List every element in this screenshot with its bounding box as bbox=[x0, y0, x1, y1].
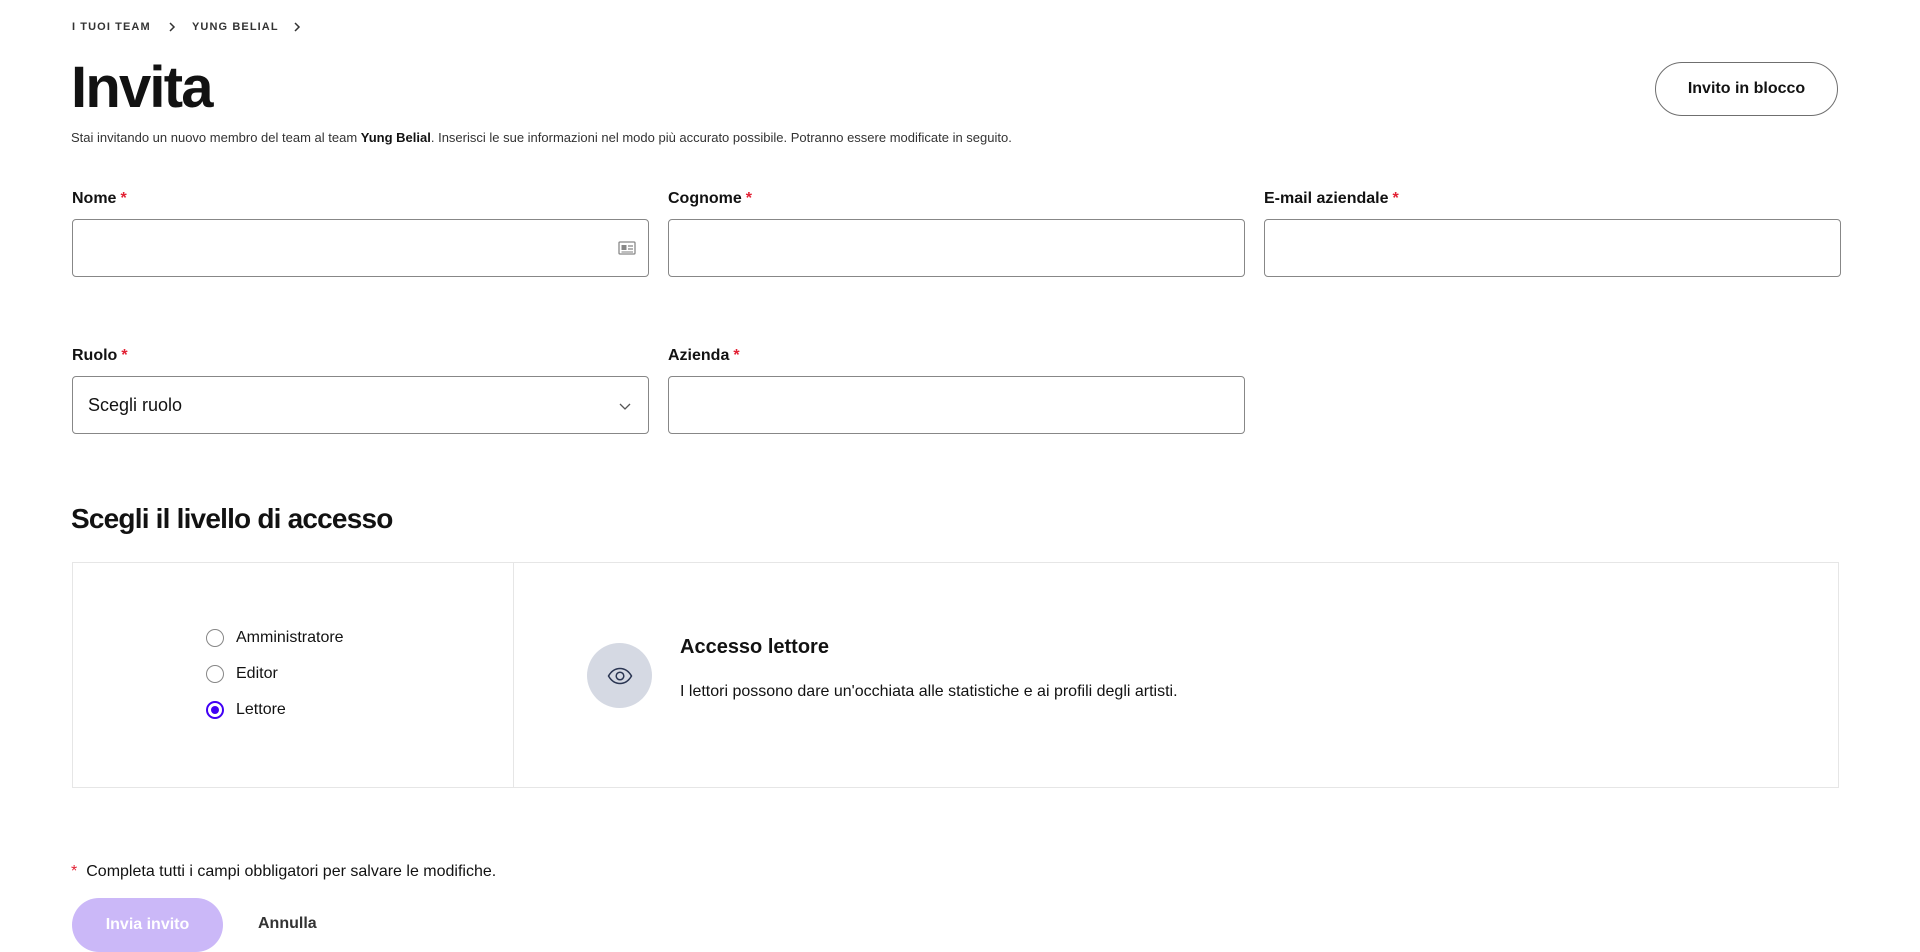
first-name-label bbox=[72, 189, 127, 209]
access-section-title: Scegli il livello di accesso bbox=[71, 503, 393, 534]
last-name-label bbox=[668, 189, 752, 209]
role-label bbox=[72, 346, 128, 366]
access-detail-description: I lettori possono dare un'occhiata alle statistiche e ai profili degli artisti. bbox=[680, 683, 1178, 700]
required-marker: * bbox=[745, 190, 753, 207]
cancel-button[interactable]: Annulla bbox=[258, 915, 317, 932]
required-marker: * bbox=[1392, 190, 1399, 207]
subtitle-text: Stai invitando un nuovo membro del team al team bbox=[71, 130, 361, 145]
breadcrumb-item-team[interactable]: YUNG BELIAL bbox=[192, 21, 279, 33]
reader-access-icon-badge bbox=[587, 643, 652, 708]
eye-icon bbox=[607, 667, 633, 685]
subtitle-team-name: Yung Belial bbox=[360, 130, 431, 145]
radio-button[interactable] bbox=[206, 665, 224, 683]
bulk-invite-button[interactable]: Invito in blocco bbox=[1655, 62, 1838, 116]
page-title: Invita bbox=[71, 55, 212, 120]
radio-label: Lettore bbox=[236, 701, 286, 718]
email-field[interactable] bbox=[1264, 219, 1841, 277]
radio-label: Editor bbox=[236, 665, 278, 682]
company-label-text: Azienda bbox=[668, 347, 730, 364]
radio-button-selected[interactable] bbox=[206, 701, 224, 719]
chevron-down-icon bbox=[618, 399, 632, 413]
email-label-text: E-mail aziendale bbox=[1264, 190, 1389, 207]
page-subtitle bbox=[71, 129, 1012, 147]
radio-option-editor[interactable] bbox=[206, 664, 278, 684]
panel-divider bbox=[513, 562, 514, 788]
send-invite-button[interactable]: Invia invito bbox=[72, 898, 223, 952]
contact-card-icon[interactable] bbox=[618, 240, 636, 256]
required-fields-note bbox=[71, 862, 496, 882]
required-marker: * bbox=[71, 863, 78, 880]
breadcrumb-item-teams[interactable]: I TUOI TEAM bbox=[72, 21, 151, 33]
first-name-label-text: Nome bbox=[72, 190, 117, 207]
radio-option-administrator[interactable] bbox=[206, 628, 344, 648]
required-marker: * bbox=[121, 347, 128, 364]
last-name-field[interactable] bbox=[668, 219, 1245, 277]
radio-option-reader[interactable] bbox=[206, 700, 286, 720]
company-field[interactable] bbox=[668, 376, 1245, 434]
radio-button[interactable] bbox=[206, 629, 224, 647]
first-name-field[interactable] bbox=[72, 219, 649, 277]
radio-label: Amministratore bbox=[236, 629, 344, 646]
access-level-panel bbox=[72, 562, 1839, 788]
email-label bbox=[1264, 189, 1399, 209]
role-select[interactable] bbox=[72, 376, 649, 434]
required-marker: * bbox=[733, 347, 740, 364]
role-label-text: Ruolo bbox=[72, 347, 118, 364]
chevron-right-icon bbox=[290, 20, 304, 34]
role-selected-value: Scegli ruolo bbox=[88, 394, 183, 415]
required-marker: * bbox=[120, 190, 127, 207]
required-note-text: Completa tutti i campi obbligatori per salvare le modifiche. bbox=[86, 863, 497, 880]
access-detail-title: Accesso lettore bbox=[680, 636, 829, 658]
company-label bbox=[668, 346, 740, 366]
chevron-right-icon bbox=[165, 20, 179, 34]
last-name-label-text: Cognome bbox=[668, 190, 742, 207]
subtitle-text-end: . Inserisci le sue informazioni nel modo più accurato possibile. Potranno essere modificate in seguito. bbox=[430, 130, 1012, 145]
